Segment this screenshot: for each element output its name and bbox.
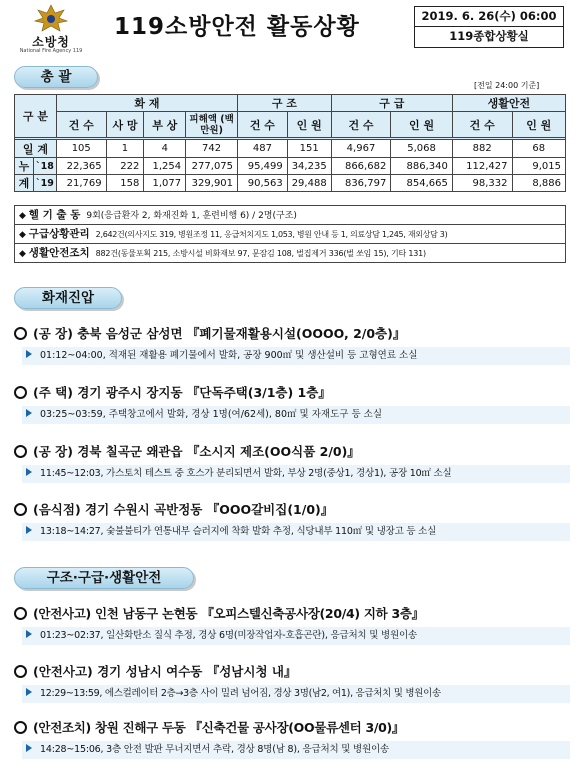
note-text: 9회(응급환자 2, 화재진화 1, 훈련비행 6) / 2명(구조) <box>86 211 297 221</box>
date-box <box>414 6 564 48</box>
col-header: 건 수 <box>331 112 391 138</box>
logo-text: 소방청 <box>32 35 70 49</box>
cell: 1 <box>106 140 144 158</box>
note-helicopter: ◆ 헬 기 출 동 9회(응급환자 2, 화재진화 1, 훈련비행 6) / 2명(구조) <box>15 205 565 224</box>
note-label: 생활안전조치 <box>28 247 90 259</box>
cell: 1,077 <box>144 175 186 192</box>
cell: 742 <box>186 140 238 158</box>
report-date: 2019. 6. 26(수) 06:00 <box>415 7 563 27</box>
note-label: 헬 기 출 동 <box>28 209 81 221</box>
cell: 487 <box>238 140 288 158</box>
triangle-bullet-icon <box>26 688 32 696</box>
cell: 5,068 <box>391 140 453 158</box>
circle-bullet-icon <box>14 386 27 399</box>
section-label-fire: 화재진압 <box>14 287 122 309</box>
reference-time: [전일 24:00 기준] <box>474 81 540 90</box>
header-fire: 화 재 <box>56 95 237 112</box>
circle-bullet-icon <box>14 503 27 516</box>
incident-detail: 11:45~12:03, 가스토치 테스트 중 호스가 분리되면서 발화, 부상 2명(중상1, 경상1), 공장 10㎡ 소실 <box>22 465 570 483</box>
report-title: 119소방안전 활동상황 <box>114 14 360 40</box>
summary-table <box>14 94 566 192</box>
incident-title: (안전사고) 인천 남동구 논현동 『오피스텔신축공사장(20/4) 지하 3층』 <box>14 604 424 622</box>
section-label-summary: 총 괄 <box>14 66 98 88</box>
col-header: 부 상 <box>144 112 186 138</box>
cell: 329,901 <box>186 175 238 192</box>
note-safety-measures: ◆ 생활안전조치 882건(동물포획 215, 소방시설 비화재보 97, 문잠김 108, 벌집제거 336(벌 쏘임 15), 기타 131) <box>15 243 565 262</box>
cell: 98,332 <box>452 175 512 192</box>
cell: 277,075 <box>186 158 238 175</box>
circle-bullet-icon <box>14 665 27 678</box>
incident-title: (안전사고) 경기 성남시 여수동 『성남시청 내』 <box>14 662 296 680</box>
cell: 8,886 <box>512 175 566 192</box>
cell: 22,365 <box>56 158 106 175</box>
incident-title: (공 장) 경북 칠곡군 왜관읍 『소시지 제조(OO식품 2/0)』 <box>14 442 360 460</box>
note-text: 2,642건(의사지도 319, 병원조정 11, 응급처치지도 1,053, 병원 안내 등 1, 의료상담 1,245, 재외상담 3) <box>95 230 448 239</box>
incident-detail: 13:18~14:27, 숯불불티가 연통내부 슬러지에 착화 발화 추정, 식당내부 110㎡ 및 냉장고 등 소실 <box>22 523 570 541</box>
cell: 158 <box>106 175 144 192</box>
circle-bullet-icon <box>14 607 27 620</box>
cell: 21,769 <box>56 175 106 192</box>
row-label: 누 <box>15 158 34 175</box>
office-name: 119종합상황실 <box>449 29 529 43</box>
header-safety: 생활안전 <box>452 95 565 112</box>
incident-title: (공 장) 충북 음성군 삼성면 『폐기물재활용시설(OOOO, 2/0층)』 <box>14 324 405 342</box>
cell: 34,235 <box>287 158 331 175</box>
cell: 90,563 <box>238 175 288 192</box>
incident-title: (안전조치) 창원 진해구 두동 『신축건물 공사장(OO물류센터 3/0)』 <box>14 718 404 736</box>
triangle-bullet-icon <box>26 526 32 534</box>
triangle-bullet-icon <box>26 409 32 417</box>
cell: 105 <box>56 140 106 158</box>
triangle-bullet-icon <box>26 468 32 476</box>
col-header: 건 수 <box>452 112 512 138</box>
cell: 222 <box>106 158 144 175</box>
incident-detail: 14:28~15:06, 3층 안전 발판 무너지면서 추락, 경상 8명(남 8), 응급처치 및 병원이송 <box>22 741 570 759</box>
cell: 9,015 <box>512 158 566 175</box>
cell: 4 <box>144 140 186 158</box>
row-sublabel: `18 <box>33 158 56 175</box>
section-label-rescue: 구조·구급·생활안전 <box>14 567 194 589</box>
header-ems: 구 급 <box>331 95 452 112</box>
incident-detail: 12:29~13:59, 에스컬레이터 2층→3층 사이 밀려 넘어짐, 경상 3명(남2, 여1), 응급처치 및 병원이송 <box>22 685 570 703</box>
report-header <box>0 0 578 58</box>
row-sublabel: `19 <box>33 175 56 192</box>
cell: 4,967 <box>331 140 391 158</box>
incident-title: (음식점) 경기 수원시 곡반정동 『OOO갈비집(1/0)』 <box>14 500 333 518</box>
note-ems-management: ◆ 구급상황관리 2,642건(의사지도 319, 병원조정 11, 응급처치지도 1,053, 병원 안내 등 1, 의료상담 1,245, 재외상담 3) <box>15 224 565 243</box>
cell: 854,665 <box>391 175 453 192</box>
col-header: 인 원 <box>391 112 453 138</box>
col-header: 인 원 <box>512 112 566 138</box>
summary-notes <box>14 205 566 263</box>
col-header: 건 수 <box>56 112 106 138</box>
incident-detail: 01:23~02:37, 일산화탄소 질식 추정, 경상 6명(미장작업자-호흡곤란), 응급처치 및 병원이송 <box>22 627 570 645</box>
table-row <box>15 140 566 158</box>
table-row <box>15 158 566 175</box>
circle-bullet-icon <box>14 445 27 458</box>
circle-bullet-icon <box>14 327 27 340</box>
cell: 1,254 <box>144 158 186 175</box>
cell: 29,488 <box>287 175 331 192</box>
col-header: 건 수 <box>238 112 288 138</box>
note-label: 구급상황관리 <box>28 228 90 240</box>
fire-emblem-icon <box>34 4 68 32</box>
col-header: 피해액 (백만원) <box>186 112 238 138</box>
cell: 836,797 <box>331 175 391 192</box>
circle-bullet-icon <box>14 721 27 734</box>
triangle-bullet-icon <box>26 744 32 752</box>
cell: 95,499 <box>238 158 288 175</box>
header-division: 구 분 <box>15 95 57 138</box>
col-header: 인 원 <box>287 112 331 138</box>
incident-detail: 01:12~04:00, 적재된 재활용 폐기물에서 발화, 공장 900㎡ 및 생산설비 등 고형연료 소실 <box>22 347 570 365</box>
col-header: 사 망 <box>106 112 144 138</box>
triangle-bullet-icon <box>26 630 32 638</box>
header-rescue: 구 조 <box>238 95 332 112</box>
incident-title: (주 택) 경기 광주시 장지동 『단독주택(3/1층) 1층』 <box>14 383 331 401</box>
agency-logo <box>14 4 88 56</box>
note-text: 882건(동물포획 215, 소방시설 비화재보 97, 문잠김 108, 벌집제거 336(벌 쏘임 15), 기타 131) <box>95 249 426 258</box>
triangle-bullet-icon <box>26 350 32 358</box>
logo-subtitle: National Fire Agency 119 <box>19 48 83 54</box>
cell: 866,682 <box>331 158 391 175</box>
cell: 112,427 <box>452 158 512 175</box>
incident-detail: 03:25~03:59, 주택창고에서 발화, 경상 1명(여/62세), 80㎡ 및 자재도구 등 소실 <box>22 406 570 424</box>
table-row <box>15 175 566 192</box>
row-label: 계 <box>15 175 34 192</box>
cell: 882 <box>452 140 512 158</box>
row-label: 일 계 <box>15 140 57 158</box>
cell: 151 <box>287 140 331 158</box>
cell: 68 <box>512 140 566 158</box>
cell: 886,340 <box>391 158 453 175</box>
